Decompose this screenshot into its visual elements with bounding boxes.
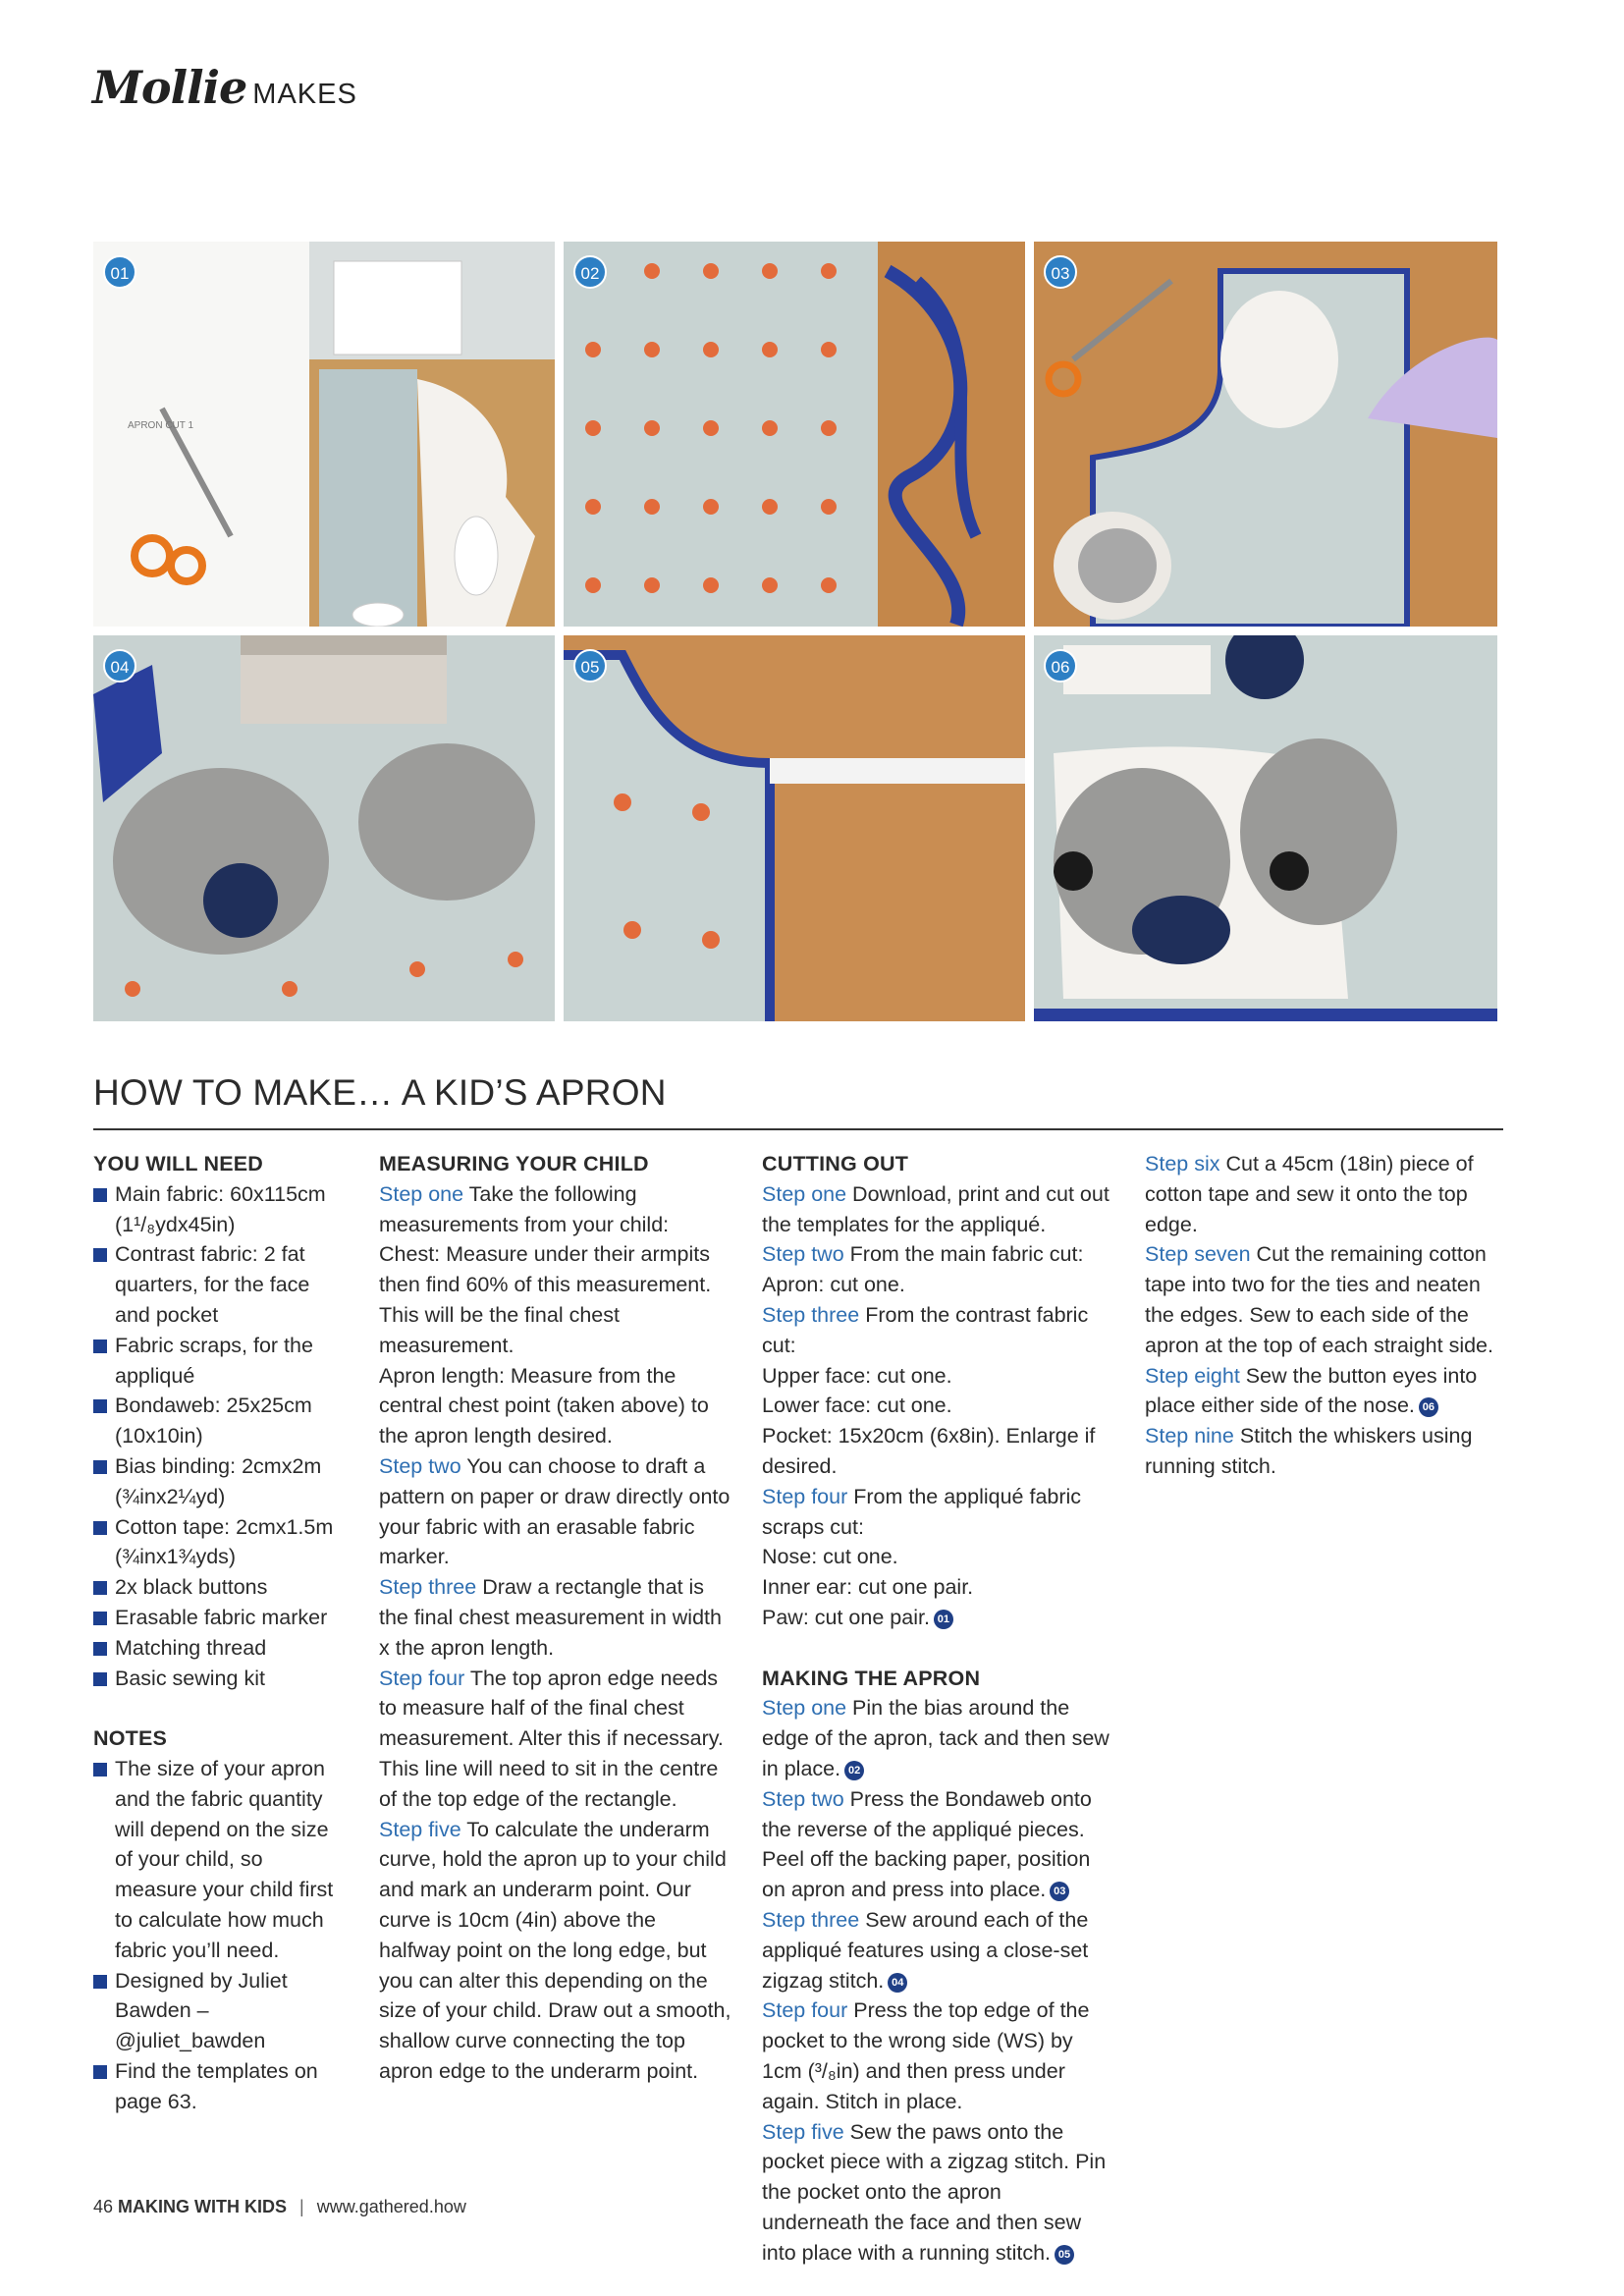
list-item: Erasable fabric marker [93,1603,349,1633]
cutting-upper-face: Upper face: cut one. [762,1363,952,1388]
photo-ref-badge: 04 [888,1973,907,1993]
fabric-and-bias-binding-photo-icon [564,242,1025,627]
photo-ref-badge: 01 [934,1610,953,1629]
page-number: 46 [93,2197,114,2216]
you-will-need-heading: YOU WILL NEED [93,1152,264,1175]
photo-number-badge: 04 [103,649,136,683]
making-step-four: Step four Press the top edge of the pocket to the wrong side (WS) by 1cm (³/₈in) and then press under again. Stitch in place. [762,1998,1090,2113]
making-step-two: Step two Press the Bondaweb onto the reverse of the appliqué pieces. Peel off the backing paper, position on apron and press into place. 03 [762,1786,1092,1902]
measuring-step-three: Step three Draw a rectangle that is the final chest measurement in width x the apron length. [379,1575,722,1660]
cutting-step-one: Step one Download, print and cut out the templates for the appliqué. [762,1181,1110,1236]
title-divider [93,1128,1503,1130]
cutting-inner-ear: Inner ear: cut one pair. [762,1575,974,1600]
step-photo-01 [93,242,555,627]
svg-text:APRON CUT 1: APRON CUT 1 [128,420,194,431]
making-step-five: Step five Sew the paws onto the pocket piece with a zigzag stitch. Pin the pocket onto the apron underneath the face and then sew into place with a running stitch. 05 [762,2119,1107,2265]
list-item: The size of your apron and the fabric quantity will depend on the size of your child, so measure your child first to calculate how much fabric you’ll need. [93,1754,349,1966]
footer-separator: | [299,2197,304,2216]
measuring-step-one: Step one Take the following measurements from your child: [379,1181,670,1236]
finished-face-photo-icon [1034,635,1497,1021]
sewing-machine-photo-icon [93,635,555,1021]
cutting-nose: Nose: cut one. [762,1545,898,1569]
article-title: HOW TO MAKE… A KID’S APRON [93,1072,667,1113]
photo-number-badge: 02 [573,255,607,289]
cutting-lower-face: Lower face: cut one. [762,1394,952,1418]
measuring-step-four: Step four The top apron edge needs to measure half of the final chest measurement. Alter this if necessary. This line will need to sit in the centre of the top edge of the rectangle. [379,1666,724,1811]
photo-ref-badge: 02 [844,1761,864,1780]
measuring-heading: MEASURING YOUR CHILD [379,1152,649,1175]
list-item: Matching thread [93,1633,349,1664]
step-photo-03 [1034,242,1497,627]
cutting-apron: Apron: cut one. [762,1273,905,1297]
notes-heading: NOTES [93,1726,168,1751]
list-item: Find the templates on page 63. [93,2056,349,2117]
photo-ref-badge: 03 [1050,1882,1069,1901]
list-item: Bias binding: 2cmx2m (¾inx2¼yd) [93,1451,349,1512]
cutting-step-three: Step three From the contrast fabric cut: [762,1302,1089,1357]
cutting-heading: CUTTING OUT [762,1152,909,1175]
cutting-pocket: Pocket: 15x20cm (6x8in). Enlarge if desired. [762,1424,1096,1478]
step-photo-04 [93,635,555,1021]
step-photo-02 [564,242,1025,627]
cutting-step-two: Step two From the main fabric cut: [762,1242,1084,1267]
list-item: Bondaweb: 25x25cm (10x10in) [93,1391,349,1451]
ironing-applique-photo-icon [1034,242,1497,627]
step-photo-05 [564,635,1025,1021]
scissors-and-templates-photo-icon [93,242,555,627]
measuring-step-five: Step five To calculate the underarm curve, hold the apron up to your child and mark an underarm point. Our curve is 10cm (4in) above the halfway point on the long edge, but you can alter this depending on the size of your child. Draw out a smooth, shallow curve connecting the top apron edge to the underarm point. [379,1817,731,2083]
website-link[interactable]: www.gathered.how [316,2197,466,2216]
cutting-paw: Paw: cut one pair. 01 [762,1603,1113,1633]
making-step-seven: Step seven Cut the remaining cotton tape into two for the ties and neaten the edges. Sew to each side of the apron at the top of each straight side. [1145,1242,1493,1357]
column-making-continued [1145,1149,1500,1482]
logo-script: Mollie [92,61,247,114]
photo-number-badge: 03 [1044,255,1077,289]
photo-ref-badge: 06 [1419,1397,1438,1417]
photo-number-badge: 06 [1044,649,1077,683]
measuring-apron-length: Apron length: Measure from the central chest point (taken above) to the apron length desired. [379,1363,709,1449]
making-step-one: Step one Pin the bias around the edge of the apron, tack and then sew in place. 02 [762,1696,1110,1780]
list-item: Fabric scraps, for the appliqué [93,1331,349,1392]
cotton-tape-photo-icon [564,635,1025,1021]
making-step-eight: Step eight Sew the button eyes into place either side of the nose. 06 [1145,1363,1478,1418]
cutting-step-four: Step four From the appliqué fabric scraps cut: [762,1484,1082,1539]
step-photo-06 [1034,635,1497,1021]
making-step-three: Step three Sew around each of the appliqué features using a close-set zigzag stitch. 04 [762,1907,1089,1993]
list-item: Basic sewing kit [93,1664,349,1694]
list-item: 2x black buttons [93,1572,349,1603]
photo-number-badge: 01 [103,255,136,289]
making-heading: MAKING THE APRON [762,1666,981,1690]
making-step-nine: Step nine Stitch the whiskers using running stitch. [1145,1424,1473,1478]
magazine-logo [92,61,357,114]
page-footer [93,2197,466,2217]
list-item: Contrast fabric: 2 fat quarters, for the face and pocket [93,1239,349,1330]
notes-list [93,1754,349,2117]
supplies-list [93,1179,349,1694]
list-item: Designed by Juliet Bawden – @juliet_bawden [93,1966,349,2056]
photo-ref-badge: 05 [1055,2245,1074,2265]
column-cutting-making [762,1149,1113,2268]
column-measuring [379,1149,732,2087]
making-step-six: Step six Cut a 45cm (18in) piece of cotton tape and sew it onto the top edge. [1145,1152,1474,1236]
list-item: Cotton tape: 2cmx1.5m (¾inx1¾yds) [93,1512,349,1573]
photo-number-badge: 05 [573,649,607,683]
column-supplies [93,1149,349,2117]
logo-caps: MAKES [252,79,357,110]
measuring-chest: Chest: Measure under their armpits then find 60% of this measurement. This will be the final chest measurement. [379,1242,712,1357]
section-name: MAKING WITH KIDS [118,2197,288,2216]
measuring-step-two: Step two You can choose to draft a pattern on paper or draw directly onto your fabric with an erasable fabric marker. [379,1453,731,1569]
list-item: Main fabric: 60x115cm (1¹/₈ydx45in) [93,1179,349,1240]
